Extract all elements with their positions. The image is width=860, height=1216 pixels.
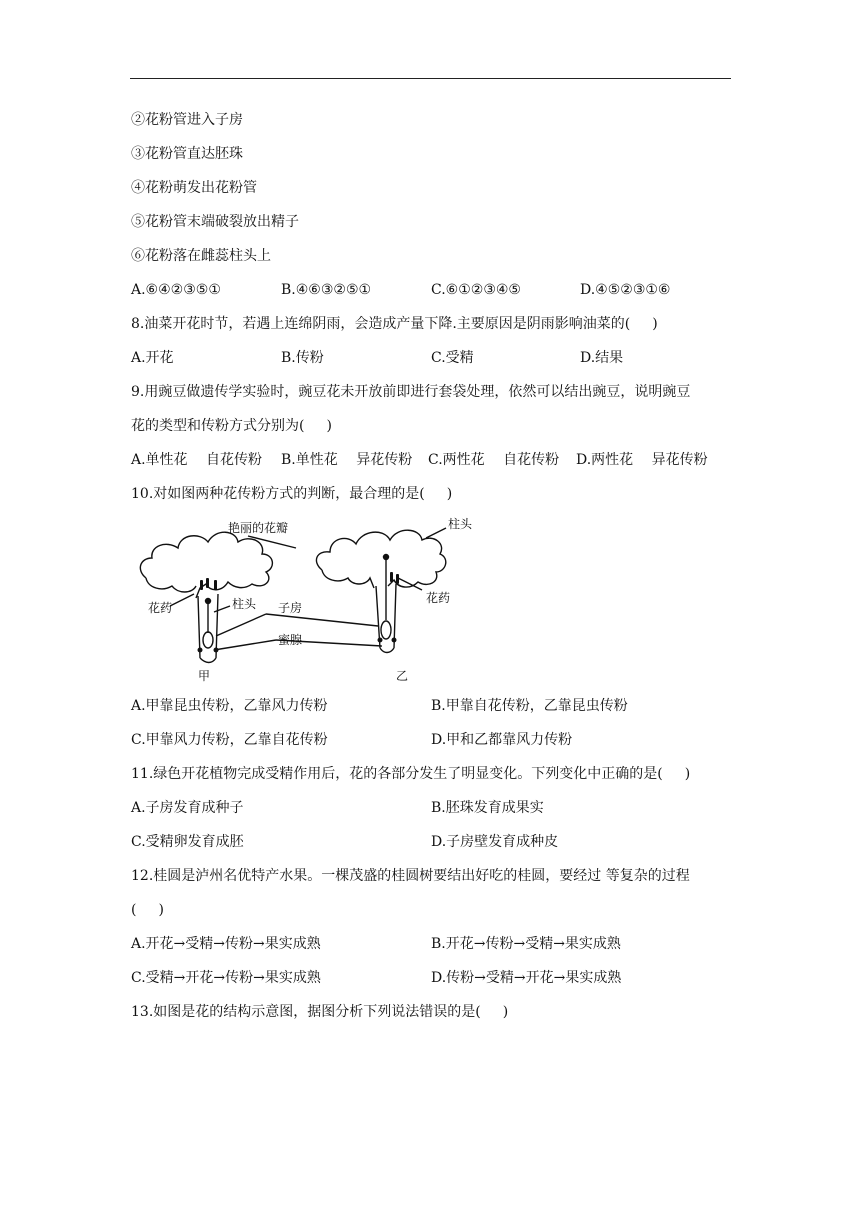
q8-option-d: D.结果 [580, 350, 624, 366]
caption-right: 乙 [396, 669, 409, 683]
q7-option-c: C.⑥①②③④⑤ [431, 282, 521, 298]
q8-close: ) [652, 316, 658, 332]
q9-option-d: D.两性花 异花传粉 [576, 452, 708, 468]
q11-option-b: B.胚珠发育成果实 [431, 800, 544, 816]
flower-pollination-figure [126, 508, 486, 688]
q13-close: ) [502, 1004, 509, 1020]
label-anther-right: 花药 [426, 591, 451, 605]
q8-option-a: A.开花 [131, 350, 174, 366]
q9-option-a: A.单性花 自花传粉 [131, 452, 263, 468]
q10-close: ) [446, 486, 453, 502]
label-anther-left: 花药 [148, 601, 173, 615]
label-ovary: 子房 [278, 601, 303, 615]
label-stigma-right: 柱头 [448, 517, 473, 531]
q12-option-d: D.传粉→受精→开花→果实成熟 [431, 970, 622, 986]
q10-stem-text: 10.对如图两种花传粉方式的判断，最合理的是( [131, 486, 425, 502]
q12-option-a: A.开花→受精→传粉→果实成熟 [131, 936, 321, 952]
right-ovary [381, 621, 391, 639]
step-3: ③花粉管直达胚珠 [131, 146, 243, 162]
q10-option-a: A.甲靠昆虫传粉，乙靠风力传粉 [131, 698, 328, 714]
q9-stem-line2 [131, 416, 332, 436]
step-6: ⑥花粉落在雌蕊柱头上 [131, 248, 271, 264]
label-nectary: 蜜腺 [278, 633, 303, 647]
q9-stem-text: 花的类型和传粉方式分别为( [131, 418, 305, 434]
q11-option-a: A.子房发育成种子 [131, 800, 244, 816]
q8-stem [131, 314, 658, 334]
q7-option-d: D.④⑤②③①⑥ [580, 282, 671, 298]
q10-option-c: C.甲靠风力传粉，乙靠自花传粉 [131, 732, 328, 748]
header-rule [130, 78, 731, 79]
q12-open: ( [131, 902, 137, 918]
q9-option-c: C.两性花 自花传粉 [428, 452, 560, 468]
q9-close: ) [326, 418, 332, 434]
q12-option-c: C.受精→开花→传粉→果实成熟 [131, 970, 321, 986]
q8-option-b: B.传粉 [281, 350, 324, 366]
q12-close: ) [158, 902, 164, 918]
q9-stem-line1: 9.用豌豆做遗传学实验时，豌豆花未开放前即进行套袋处理，依然可以结出豌豆，说明豌豆 [131, 384, 691, 400]
right-flower-petals [316, 530, 445, 588]
q12-option-b: B.开花→传粉→受精→果实成熟 [431, 936, 621, 952]
q10-option-b: B.甲靠自花传粉，乙靠昆虫传粉 [431, 698, 628, 714]
caption-left: 甲 [198, 669, 211, 683]
q11-stem [131, 764, 690, 784]
label-stigma-left: 柱头 [232, 597, 257, 611]
step-2: ②花粉管进入子房 [131, 112, 243, 128]
step-4: ④花粉萌发出花粉管 [131, 180, 257, 196]
q10-option-d: D.甲和乙都靠风力传粉 [431, 732, 573, 748]
q11-stem-text: 11.绿色开花植物完成受精作用后，花的各部分发生了明显变化。下列变化中正确的是( [131, 766, 663, 782]
q8-stem-text: 8.油菜开花时节，若遇上连绵阴雨，会造成产量下降.主要原因是阴雨影响油菜的( [131, 316, 631, 332]
left-flower-petals [140, 532, 272, 598]
q11-option-c: C.受精卵发育成胚 [131, 834, 244, 850]
q11-option-d: D.子房壁发育成种皮 [431, 834, 559, 850]
q12-blank [131, 900, 164, 920]
q7-option-a: A.⑥④②③⑤① [131, 282, 221, 298]
q7-option-b: B.④⑥③②⑤① [281, 282, 372, 298]
q9-option-b: B.单性花 异花传粉 [281, 452, 413, 468]
q11-close: ) [684, 766, 691, 782]
q8-option-c: C.受精 [431, 350, 474, 366]
q13-stem-text: 13.如图是花的结构示意图，据图分析下列说法错误的是( [131, 1004, 481, 1020]
q12-stem: 12.桂圆是泸州名优特产水果。一棵茂盛的桂圆树要结出好吃的桂圆，要经过 等复杂的过程 [131, 868, 690, 884]
label-petal: 艳丽的花瓣 [228, 521, 289, 535]
step-5: ⑤花粉管末端破裂放出精子 [131, 214, 299, 230]
q13-stem [131, 1002, 508, 1022]
q10-stem [131, 484, 452, 504]
left-ovary [203, 632, 213, 648]
